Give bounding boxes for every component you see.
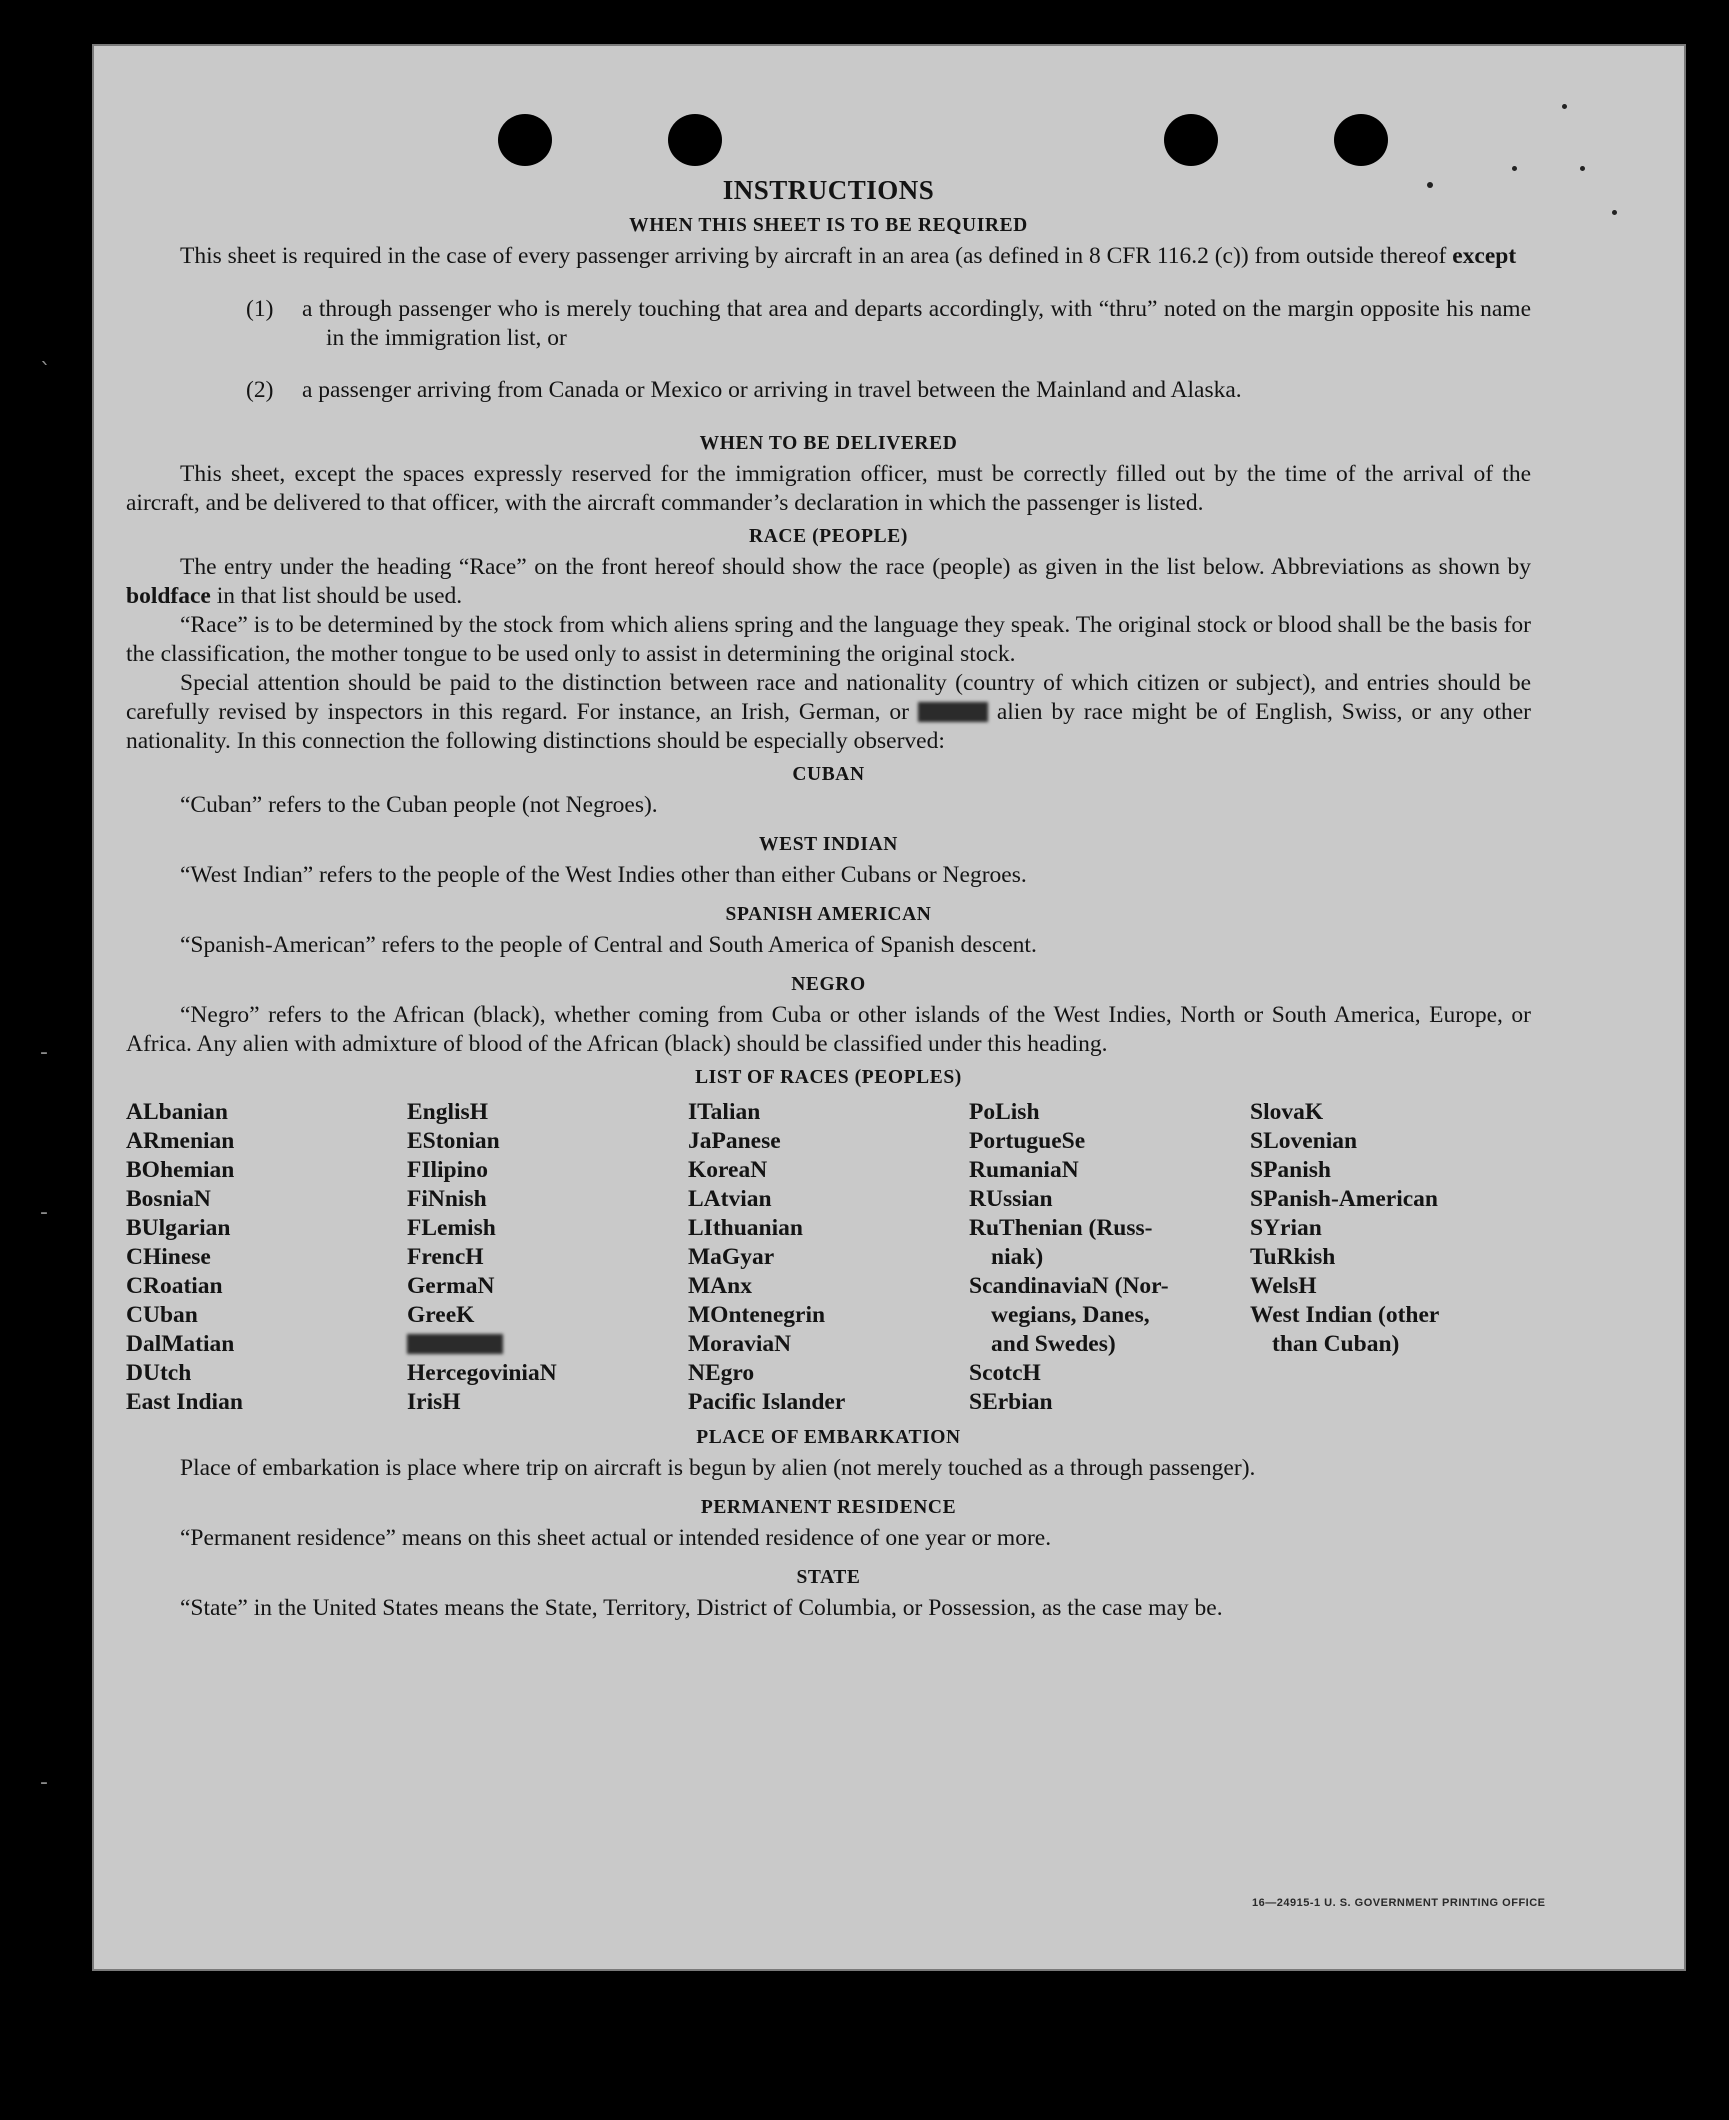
race-entry: than Cuban) — [1272, 1330, 1400, 1357]
race-paragraph-2: “Race” is to be determined by the stock from which aliens spring and the language they speak. The original stock or blood shall be the basis for the classification, the mother tongue to be used only to assist in determining the original stock. — [126, 611, 1531, 667]
race-entry: RumaniaN — [969, 1156, 1079, 1183]
when-required-intro: This sheet is required in the case of every passenger arriving by aircraft in an area (as defined in 8 CFR 116.2 (c)) from outside thereof except — [180, 243, 1517, 269]
race-entry: MAnx — [688, 1272, 752, 1299]
race-entry: IrisH — [407, 1388, 461, 1415]
race-entry: and Swedes) — [991, 1330, 1116, 1357]
punch-hole — [1164, 114, 1218, 166]
race-entry: niak) — [991, 1243, 1044, 1270]
race-paragraph-1: The entry under the heading “Race” on the front hereof should show the race (people) as given in the list below. Abbreviations as shown by boldface in that list should be used. — [126, 553, 1531, 609]
race-entry: ALbanian — [126, 1098, 228, 1125]
race-entry: MOntenegrin — [688, 1301, 826, 1328]
race-column — [407, 1098, 688, 1417]
race-paragraph-3: Special attention should be paid to the distinction between race and nationality (country of which citizen or subject), and entries should be carefully revised by inspectors in this regard. For instance, an Irish, German, or alien by race might be of English, Swiss, or any other nationality. In this connection the following distinctions should be especially observed: — [126, 669, 1532, 754]
page-title: INSTRUCTIONS — [722, 175, 935, 205]
residence-text: “Permanent residence” means on this sheet actual or intended residence of one year or more. — [180, 1524, 1052, 1551]
redaction-mark — [918, 702, 988, 722]
race-entry: MoraviaN — [688, 1330, 792, 1357]
speck — [1612, 210, 1617, 215]
race-entry: HercegoviniaN — [407, 1359, 557, 1386]
race-entry: East Indian — [126, 1388, 243, 1415]
speck — [1512, 166, 1517, 171]
race-list — [126, 1098, 1531, 1417]
race-entry: SYrian — [1250, 1214, 1322, 1241]
race-entry: CRoatian — [126, 1272, 223, 1299]
race-entry: LAtvian — [688, 1185, 772, 1212]
race-entry: SLovenian — [1250, 1127, 1358, 1154]
speck — [1562, 104, 1567, 109]
race-entry: West Indian (other — [1250, 1301, 1440, 1328]
negro-text: “Negro” refers to the African (black), whether coming from Cuba or other islands of the West Indies, North or South America, Europe, or Africa. Any alien with admixture of blood of the African (black) should be classified under this heading. — [126, 1001, 1531, 1057]
race-entry: ITalian — [688, 1098, 761, 1125]
when-delivered-text: This sheet, except the spaces expressly reserved for the immigration officer, must be correctly filled out by the time of the arrival of the aircraft, and be delivered to that officer, with the aircraft commander’s declaration in which the passenger is listed. — [126, 460, 1531, 516]
race-entry: EStonian — [407, 1127, 500, 1154]
heading-race: RACE (PEOPLE) — [749, 525, 908, 547]
heading-state: STATE — [796, 1566, 861, 1588]
race-entry: FLemish — [407, 1214, 496, 1241]
margin-mark: ‑ — [40, 1200, 48, 1225]
heading-when-required: WHEN THIS SHEET IS TO BE REQUIRED — [629, 215, 1028, 236]
race-entry: LIthuanian — [688, 1214, 803, 1241]
race-entry: JaPanese — [688, 1127, 781, 1154]
race-entry: FiNnish — [407, 1185, 487, 1212]
punch-hole — [1334, 114, 1388, 166]
race-entry: MaGyar — [688, 1243, 775, 1270]
race-entry: BUlgarian — [126, 1214, 231, 1241]
race-column — [688, 1098, 969, 1417]
heading-west-indian: WEST INDIAN — [759, 833, 898, 855]
redaction-mark — [407, 1334, 503, 1354]
race-entry: DUtch — [126, 1359, 192, 1386]
race-entry: Pacific Islander — [688, 1388, 846, 1415]
race-entry: BosniaN — [126, 1185, 211, 1212]
race-entry: FrencH — [407, 1243, 484, 1270]
race-column — [126, 1098, 407, 1417]
race-entry: TuRkish — [1250, 1243, 1336, 1270]
heading-cuban: CUBAN — [792, 763, 865, 785]
race-entry: BOhemian — [126, 1156, 235, 1183]
race-entry: ScandinaviaN (Nor- — [969, 1272, 1169, 1299]
speck — [1580, 166, 1585, 171]
race-entry: SErbian — [969, 1388, 1053, 1415]
race-entry: EnglisH — [407, 1098, 488, 1125]
race-entry: ARmenian — [126, 1127, 235, 1154]
spanish-american-text: “Spanish-American” refers to the people of Central and South America of Spanish descent. — [180, 931, 1037, 958]
state-text: “State” in the United States means the State, Territory, District of Columbia, or Possession, as the case may be. — [180, 1594, 1223, 1621]
heading-negro: NEGRO — [791, 973, 866, 995]
race-entry: GermaN — [407, 1272, 495, 1299]
heading-embarkation: PLACE OF EMBARKATION — [696, 1426, 961, 1448]
race-entry: SlovaK — [1250, 1098, 1324, 1125]
printing-office-code: 16—24915-1 U. S. GOVERNMENT PRINTING OFFICE — [1252, 1897, 1546, 1909]
cuban-text: “Cuban” refers to the Cuban people (not Negroes). — [180, 791, 658, 818]
punch-hole — [668, 114, 722, 166]
exception-item: (2) a passenger arriving from Canada or Mexico or arriving in travel between the Mainland and Alaska. — [246, 377, 1242, 403]
race-entry: FIlipino — [407, 1156, 488, 1183]
race-entry: PoLish — [969, 1098, 1040, 1125]
embarkation-text: Place of embarkation is place where trip on aircraft is begun by alien (not merely touched as a through passenger). — [180, 1454, 1256, 1481]
race-entry: wegians, Danes, — [991, 1301, 1150, 1328]
race-entry: RuThenian (Russ- — [969, 1214, 1153, 1241]
margin-mark: ‑ — [40, 1040, 48, 1065]
exception-item: (1) a through passenger who is merely touching that area and departs accordingly, with “thru” noted on the margin opposite his name in the immigration list, or — [246, 295, 1531, 351]
heading-spanish-american: SPANISH AMERICAN — [725, 903, 932, 925]
margin-mark: ˋ — [40, 360, 51, 385]
race-entry: SPanish — [1250, 1156, 1331, 1183]
heading-list-of-races: LIST OF RACES (PEOPLES) — [695, 1066, 962, 1088]
race-entry: WelsH — [1250, 1272, 1317, 1299]
west-indian-text: “West Indian” refers to the people of the West Indies other than either Cubans or Negroes. — [180, 861, 1027, 888]
document-sheet — [92, 44, 1686, 1971]
race-entry: CHinese — [126, 1243, 211, 1270]
race-entry: GreeK — [407, 1301, 475, 1328]
redacted-entry — [407, 1330, 688, 1359]
race-entry: CUban — [126, 1301, 198, 1328]
race-entry: SPanish-American — [1250, 1185, 1438, 1212]
race-entry: ScotcH — [969, 1359, 1041, 1386]
instructions-content — [126, 176, 1531, 1623]
heading-residence: PERMANENT RESIDENCE — [700, 1496, 957, 1518]
race-entry: PortugueSe — [969, 1127, 1086, 1154]
race-column — [1250, 1098, 1531, 1417]
margin-mark: ‑ — [40, 1770, 48, 1795]
race-column — [969, 1098, 1250, 1417]
race-entry: DalMatian — [126, 1330, 235, 1357]
race-entry: KoreaN — [688, 1156, 768, 1183]
race-entry: NEgro — [688, 1359, 755, 1386]
race-entry: RUssian — [969, 1185, 1053, 1212]
punch-hole — [498, 114, 552, 166]
heading-when-delivered: WHEN TO BE DELIVERED — [699, 432, 958, 454]
